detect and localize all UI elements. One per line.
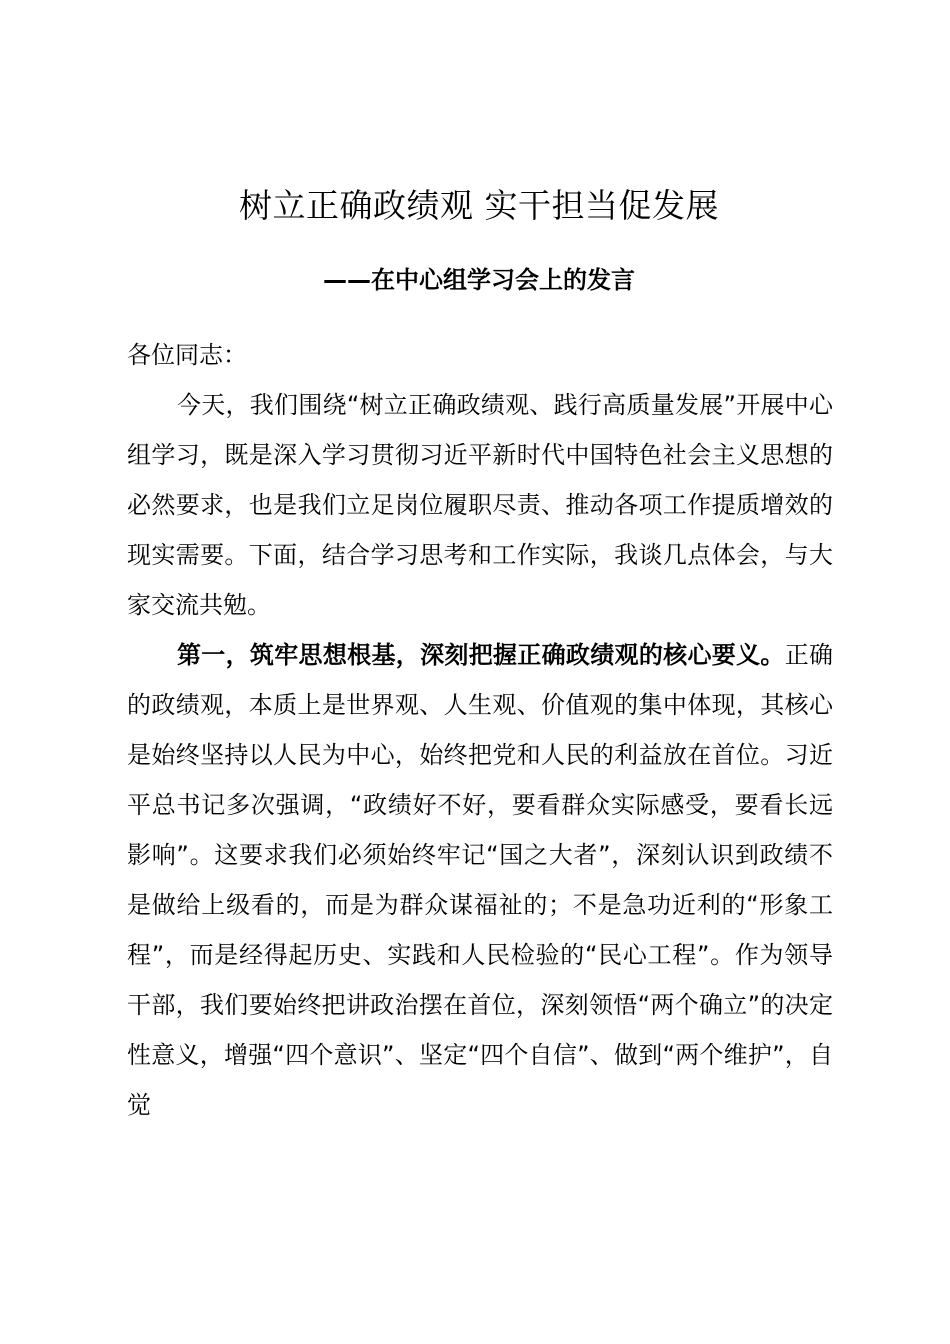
paragraph-intro-text: 今天，我们围绕“树立正确政绩观、践行高质量发展”开展中心组学习，既是深入学习贯彻习近平新时代中国特色社会主义思想的必然要求，也是我们立足岗位履职尽责、推动各项工作提质增效的现实需要。下面，结合学习思考和工作实际，我谈几点体会，与大家交流共勉。 [127,391,833,619]
document-body [127,330,833,1130]
paragraph-first-point-heading: 第一，筑牢思想根基，深刻把握正确政绩观的核心要义。 [177,641,785,669]
paragraph-first-point-text: 正确的政绩观，本质上是世界观、人生观、价值观的集中体现，其核心是始终坚持以人民为中心，始终把党和人民的利益放在首位。习近平总书记多次强调，“政绩好不好，要看群众实际感受，要看长远影响”。这要求我们必须始终牢记“国之大者”，深刻认识到政绩不是做给上级看的，而是为群众谋福祉的；不是急功近利的“形象工程”，而是经得起历史、实践和人民检验的“民心工程”。作为领导干部，我们要始终把讲政治摆在首位，深刻领悟“两个确立”的决定性意义，增强“四个意识”、坚定“四个自信”、做到“两个维护”，自觉 [127,641,834,1119]
paragraph-intro [127,380,833,630]
document-subtitle: ——在中心组学习会上的发言 [323,266,635,294]
salutation: 各位同志： [127,341,247,369]
paragraph-first-point [127,630,833,1130]
document-title: 树立正确政绩观 实干担当促发展 [239,186,719,225]
